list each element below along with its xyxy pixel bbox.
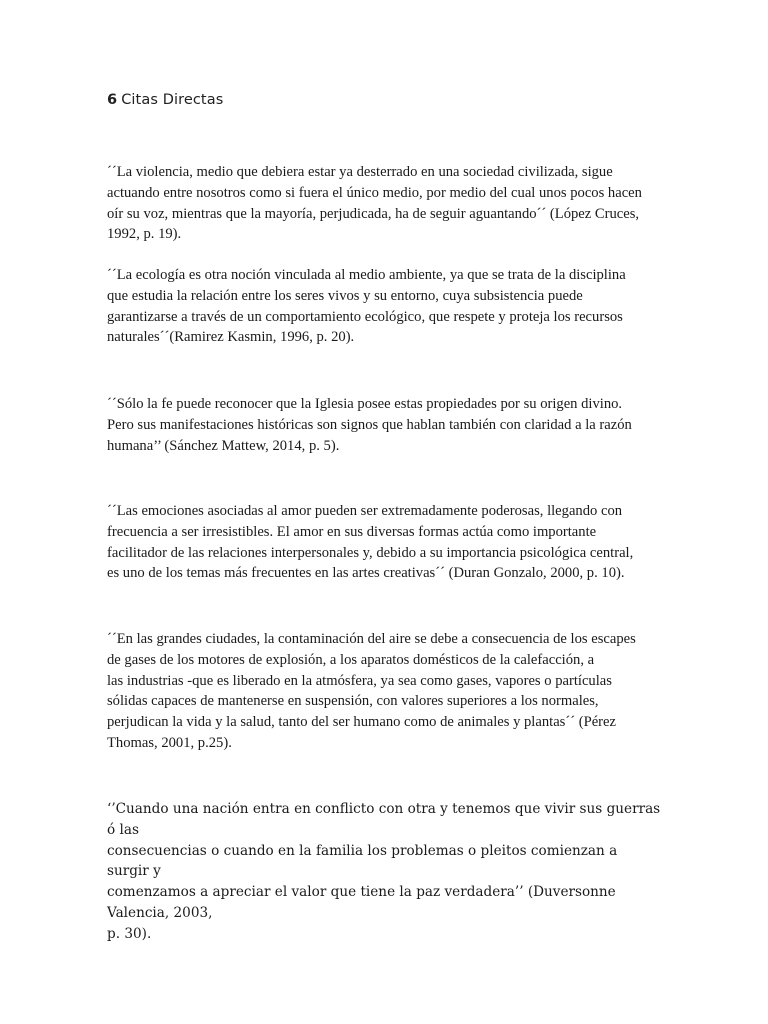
section-title: Citas Directas (121, 92, 224, 108)
quote-line: humana’’ (Sánchez Mattew, 2014, p. 5). (107, 437, 340, 454)
quote-line: oír su voz, mientras que la mayoría, perjudicada, ha de seguir aguantando´´ (López Cruces, (107, 205, 640, 222)
quote-line: actuando entre nosotros como si fuera el único medio, por medio del cual unos pocos hacen (107, 184, 642, 201)
quote-line: ´´Las emociones asociadas al amor pueden ser extremadamente poderosas, llegando con (107, 503, 623, 519)
quote-line: Pero sus manifestaciones históricas son signos que hablan también con claridad a la razón (107, 416, 632, 433)
quote-line: consecuencias o cuando en la familia los problemas o pleitos comienzan a surgir y (107, 842, 618, 880)
quote-line: sólidas capaces de mantenerse en suspensión, con valores superiores a los normales, (107, 693, 599, 710)
quote-line: garantizarse a través de un comportamiento ecológico, que respete y proteja los recursos (107, 308, 623, 325)
quote-line: las industrias -que es liberado en la atmósfera, ya sea como gases, vapores o partículas (107, 672, 612, 689)
quote-line: ´´La ecología es otra noción vinculada al medio ambiente, ya que se trata de la disciplina (107, 267, 626, 283)
quote-line: ´´La violencia, medio que debiera estar ya desterrado en una sociedad civilizada, sigue (107, 164, 613, 180)
quote-line: ‘’Cuando una nación entra en conflicto con otra y tenemos que vivir sus guerras ó las (107, 801, 661, 838)
quote-line: facilitador de las relaciones interpersonales y, debido a su importancia psicológica central, (107, 544, 634, 561)
quote-line: es uno de los temas más frecuentes en las artes creativas´´ (Duran Gonzalo, 2000, p. 10). (107, 565, 625, 582)
quote-paragraph (107, 501, 662, 584)
section-heading (107, 92, 223, 108)
quote-paragraph (107, 799, 662, 945)
quote-line: comenzamos a apreciar el valor que tiene la paz verdadera’’ (Duversonne Valencia, 2003, (107, 884, 616, 921)
quote-line: de gases de los motores de explosión, a los aparatos domésticos de la calefacción, a (107, 651, 595, 668)
quote-line: que estudia la relación entre los seres vivos y su entorno, cuya subsistencia puede (107, 287, 583, 304)
quote-line: perjudican la vida y la salud, tanto del ser humano como de animales y plantas´´ (Pérez (107, 714, 616, 731)
quote-line: 1992, p. 19). (107, 226, 182, 243)
quote-line: ´´En las grandes ciudades, la contaminación del aire se debe a consecuencia de los escapes (107, 631, 636, 647)
quote-line: Thomas, 2001, p.25). (107, 734, 232, 751)
document-page (107, 0, 662, 1024)
quote-paragraph (107, 162, 662, 245)
quote-paragraph (107, 629, 662, 754)
section-number: 6 (107, 92, 118, 108)
quote-line: ´´Sólo la fe puede reconocer que la Iglesia posee estas propiedades por su origen divino. (107, 396, 623, 412)
quote-paragraph (107, 265, 662, 348)
quote-line: p. 30). (107, 925, 152, 942)
quote-line: frecuencia a ser irresistibles. El amor en sus diversas formas actúa como importante (107, 523, 597, 540)
quote-paragraph (107, 394, 662, 456)
quote-line: naturales´´(Ramirez Kasmin, 1996, p. 20). (107, 329, 355, 346)
